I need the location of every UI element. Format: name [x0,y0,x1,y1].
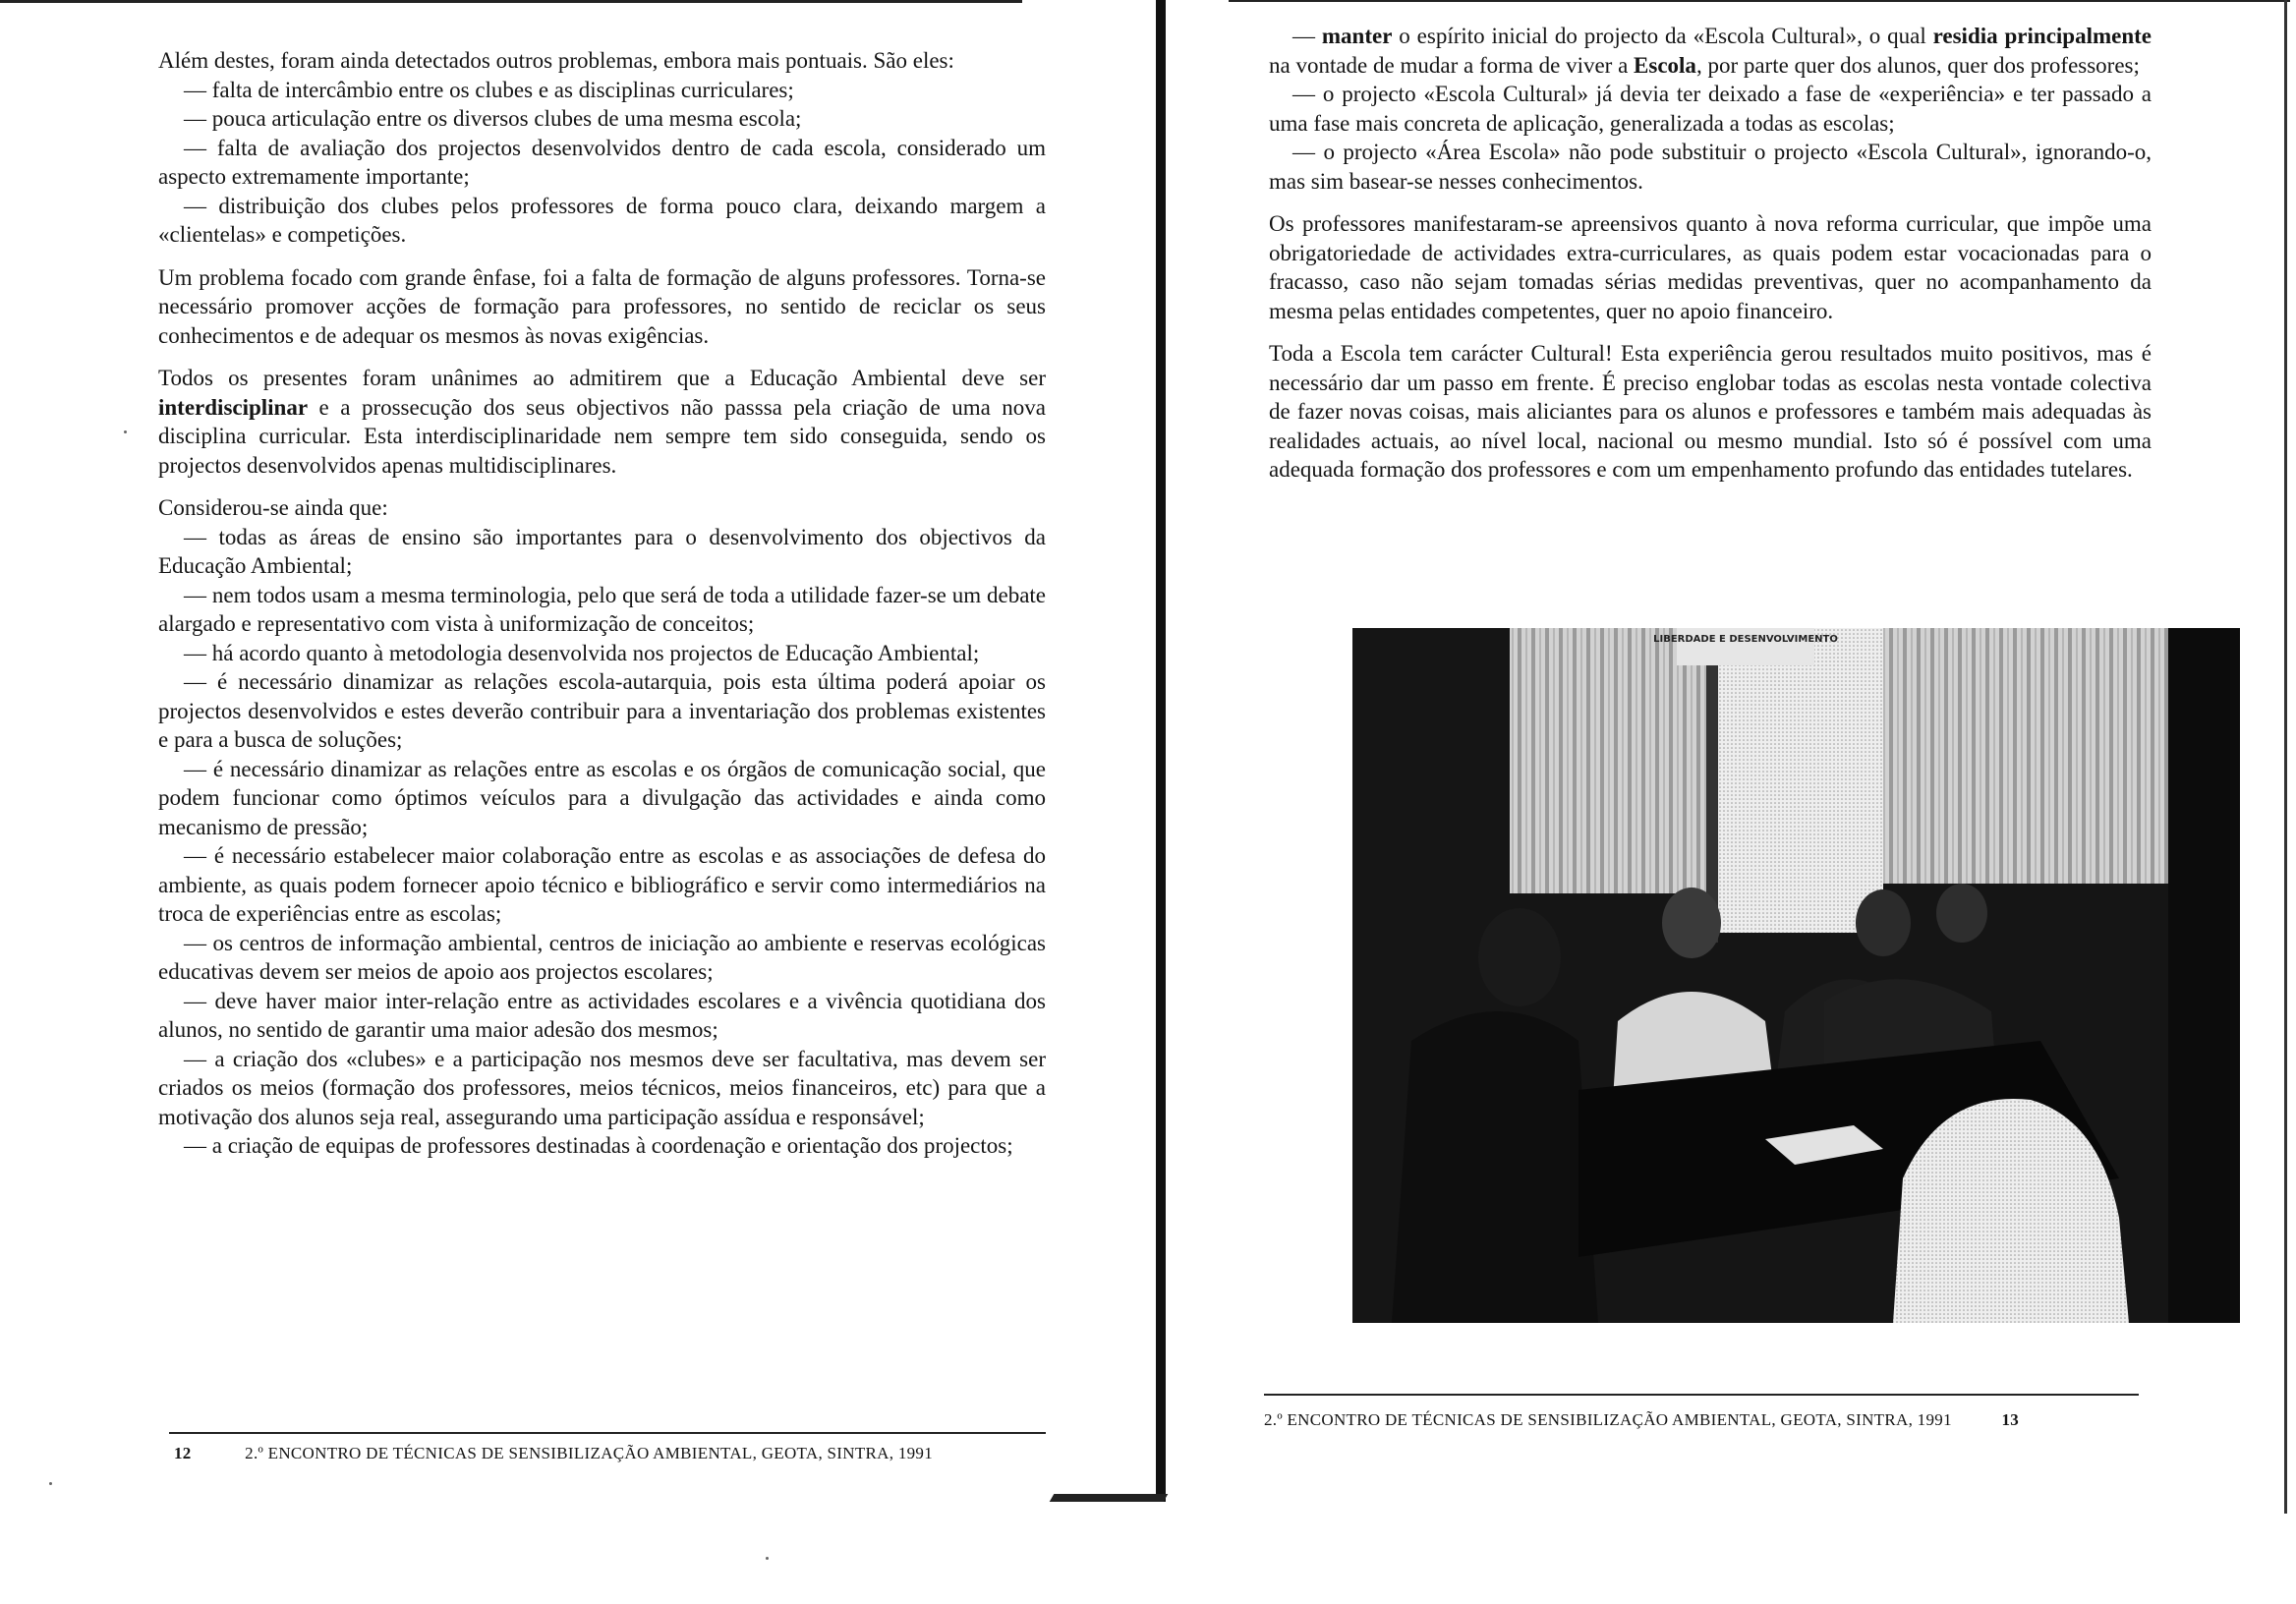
continued-list [1269,22,2152,196]
list-item: — é necessário estabelecer maior colaboração entre as escolas e as associações de defesa do ambiente, as quais podem fornecer apoio técnico e bibliográfico e servir como intermediários na troca de experiências entre as escolas; [158,841,1046,929]
meeting-photo-drawing [1352,628,2240,1323]
list-item [1269,22,2152,80]
paragraph-text: Todos os presentes foram unânimes ao admitirem que a Educação Ambiental deve ser [158,366,1046,390]
footer-rule [1264,1394,2139,1396]
list-item: — falta de avaliação dos projectos desenvolvidos dentro de cada escola, considerado um aspecto extremamente importante; [158,134,1046,192]
problems-list [158,76,1046,250]
list-item: — a criação de equipas de professores destinadas à coordenação e orientação dos projectos; [158,1131,1046,1161]
formation-paragraph: Um problema focado com grande ênfase, foi a falta de formação de alguns professores. Torna-se necessário promover acções de formação para professores, no sentido de reciclar os seus conhecimentos e de adequar os mesmos às novas exigências. [158,264,1046,348]
list-item: — é necessário dinamizar as relações entre as escolas e os órgãos de comunicação social, que podem funcionar como óptimos veículos para a divulgação das actividades e ainda como mecanismo de pressão; [158,755,1046,842]
bold-term: residia principalmente [1932,24,2152,48]
list-item: — há acordo quanto à metodologia desenvolvida nos projectos de Educação Ambiental; [158,639,1046,668]
meeting-photo [1352,628,2240,1323]
bold-term: interdisciplinar [158,394,309,420]
item-text: na vontade de mudar a forma de viver a [1269,52,1635,78]
considerations-intro: Considerou-se ainda que: [158,495,388,520]
page-number: 13 [2001,1410,2020,1429]
running-title: 2.º ENCONTRO DE TÉCNICAS DE SENSIBILIZAÇÃO AMBIENTAL, GEOTA, SINTRA, 1991 [1264,1410,1952,1429]
window-light [1716,628,1883,933]
list-item: — deve haver maior inter-relação entre as actividades escolares e a vivência quotidiana dos alunos, no sentido de garantir uma maior adesão dos mesmos; [158,987,1046,1045]
running-title: 2.º ENCONTRO DE TÉCNICAS DE SENSIBILIZAÇÃO AMBIENTAL, GEOTA, SINTRA, 1991 [245,1444,934,1462]
item-text: o espírito inicial do projecto da «Escola Cultural», o qual [1392,24,1933,48]
book-spine-shadow [1156,0,1166,1502]
list-item: — o projecto «Área Escola» não pode substituir o projecto «Escola Cultural», ignorando-o, mas sim basear-se nesses conhecimentos. [1269,138,2152,196]
right-text-column [1269,22,2152,498]
banner-text: LIBERDADE E DESENVOLVIMENTO [1653,634,1838,645]
closing-paragraph: Toda a Escola tem carácter Cultural! Esta experiência gerou resultados muito positivos, mas é necessário dar um passo em frente. É preciso englobar todas as escolas nesta vontade colectiva de fazer novas coisas, mais aliciantes para os alunos e professores e também mais adequadas às realidades actuais, ao nível local, nacional ou mesmo mundial. Isto só é possível com uma adequada formação dos professores e com um empenhamento profundo das entidades tutelares. [1269,341,2152,482]
interdisciplinary-paragraph [158,364,1046,480]
paragraph-text: e a prossecução dos seus objectivos não passsa pela criação de uma nova disciplina curricular. Esta interdisciplinaridade nem sempre tem sido conseguida, sendo os projectos desenvolvidos apenas multidisciplinares. [158,394,1046,478]
page-footer [1264,1410,2019,1430]
page-number: 12 [174,1444,192,1462]
list-item: — é necessário dinamizar as relações escola-autarquia, pois esta última poderá apoiar os projectos desenvolvidos e estes deverão contribuir para a inventariação dos problemas existentes e para a busca de soluções; [158,667,1046,755]
list-item: — nem todos usam a mesma terminologia, pelo que será de toda a utilidade fazer-se um debate alargado e representativo com vista à uniformização de conceitos; [158,581,1046,639]
bold-term: manter [1321,24,1393,48]
right-page [1170,0,2296,1604]
page-footer [174,1444,933,1463]
person-center-head [1662,888,1721,958]
list-item: — a criação dos «clubes» e a participação nos mesmos deve ser facultativa, mas devem ser criados os meios (formação dos professores, meios técnicos, meios financeiros, etc) para que a motivação dos alunos seja real, assegurando uma participação assídua e responsável; [158,1045,1046,1132]
left-text-column [158,46,1046,1174]
list-item: — os centros de informação ambiental, centros de iniciação ao ambiente e reservas ecológicas educativas devem ser meios de apoio aos projectos escolares; [158,929,1046,987]
curtain-left [1510,628,1716,893]
list-item: — todas as áreas de ensino são importantes para o desenvolvimento dos objectivos da Educação Ambiental; [158,523,1046,581]
intro-paragraph: Além destes, foram ainda detectados outros problemas, embora mais pontuais. São eles: [158,48,954,73]
list-item: — distribuição dos clubes pelos professores de forma pouco clara, deixando margem a «clientelas» e competições. [158,192,1046,250]
bold-term: Escola [1634,52,1696,78]
list-item: — pouca articulação entre os diversos clubes de uma mesma escola; [158,104,1046,134]
considerations-list [158,523,1046,1161]
item-text: , por parte quer dos alunos, quer dos professores; [1695,52,2140,78]
list-item: — o projecto «Escola Cultural» já devia ter deixado a fase de «experiência» e ter passado a uma fase mais concreta de aplicação, generalizada a todas as escolas; [1269,80,2152,138]
list-item: — falta de intercâmbio entre os clubes e as disciplinas curriculares; [158,76,1046,105]
curtain-right [1883,628,2168,884]
footer-rule [169,1432,1046,1434]
reform-paragraph: Os professores manifestaram-se apreensivos quanto à nova reforma curricular, que impõe uma obrigatoriedade de actividades extra-curriculares, as quais podem estar vocacionadas para o fracasso, caso não sejam tomadas sérias medidas preventivas, quer no acompanhamento da mesma pelas entidades competentes, quer no apoio financeiro. [1269,211,2152,323]
person-left-head [1478,908,1561,1006]
left-page [0,0,1140,1604]
